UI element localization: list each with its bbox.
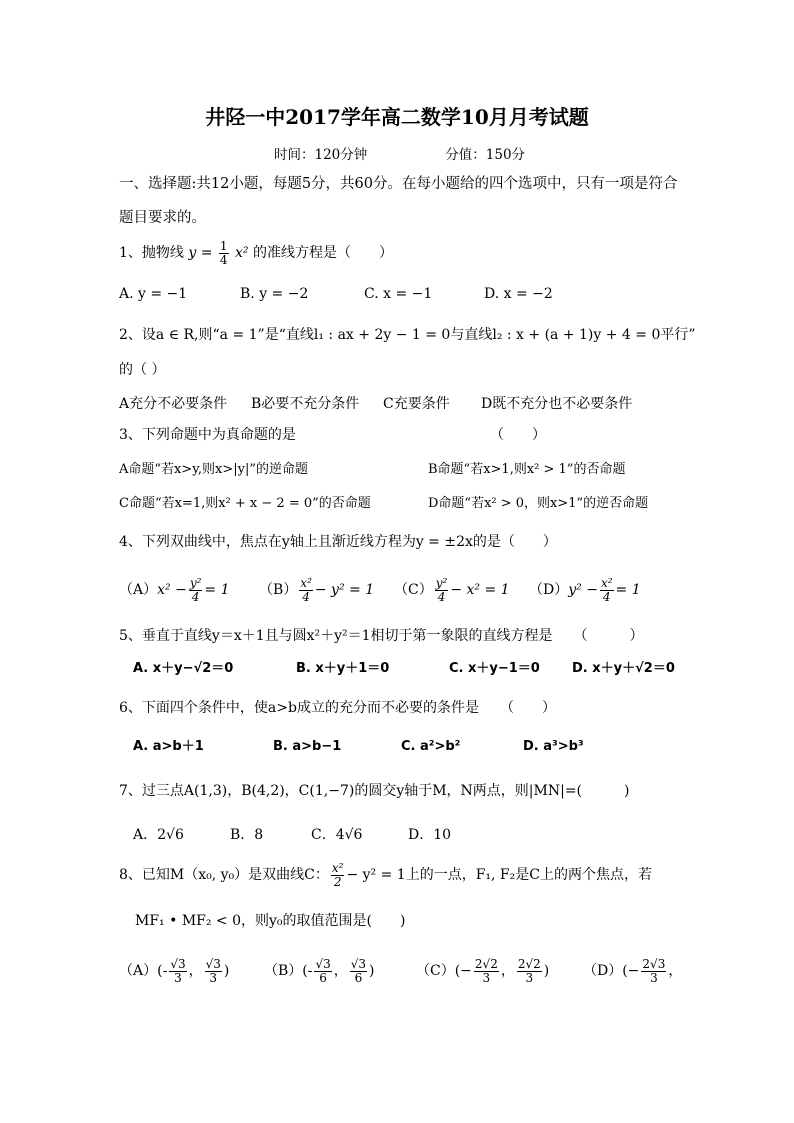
q4-label-a: （A） (119, 582, 158, 599)
question-1 (119, 240, 393, 266)
q8-b-num2: √3 (350, 957, 367, 971)
q4-label-c: （C） (394, 582, 433, 599)
q8-d-label: （D）(− (583, 963, 640, 980)
q7-options (133, 827, 451, 844)
q1-eq-rhs: x² (235, 245, 249, 262)
q3-option-b: B命题“若x>1,则x² > 1”的否命题 (428, 462, 626, 477)
q5-option-c: C. x＋y−1＝0 (449, 661, 540, 676)
exam-score: 分值：150分 (445, 147, 526, 163)
q2-option-a: A充分不必要条件 (119, 396, 228, 412)
q8-c-num1: 2√2 (474, 957, 498, 971)
q8-c-den2: 3 (525, 970, 534, 985)
q8-b-num1: √3 (315, 957, 331, 971)
q8-b-den2: 6 (354, 970, 363, 985)
q1-options (119, 286, 553, 303)
q5-option-a: A. x＋y−√2＝0 (133, 661, 234, 676)
q4-a-frac (189, 577, 203, 603)
q8-a-den2: 3 (209, 970, 218, 985)
q1-frac-num: 1 (219, 239, 228, 253)
q4-d-frac (600, 577, 614, 603)
exam-time: 时间：120分钟 (274, 147, 368, 163)
q4-options (119, 577, 641, 603)
q3-option-a: A命题“若x>y,则x>|y|”的逆命题 (119, 462, 308, 477)
q8-a-num1: √3 (170, 957, 186, 971)
q1-stem-tail: 的准线方程是（ ） (252, 245, 393, 262)
q8-stem-line1 (119, 862, 652, 888)
q4-d-num: x² (600, 576, 613, 590)
q5-option-b: B. x＋y＋1＝0 (296, 661, 390, 676)
q8-den: 2 (333, 874, 342, 889)
q8-option-c (416, 958, 583, 984)
q8-option-d (583, 958, 682, 984)
q4-b-den: 4 (302, 589, 310, 604)
q8-a-frac1 (169, 958, 186, 984)
q8-c-close: ) (543, 963, 550, 980)
q4-d-den: 4 (602, 589, 611, 604)
q8-d-sep: ， (668, 963, 683, 980)
q8-b-frac2 (350, 958, 367, 984)
q1-eq-lhs: y = (188, 245, 213, 262)
q4-a-pre: x² − (157, 582, 187, 599)
q3-stem: 3、下列命题中为真命题的是 (119, 427, 296, 443)
exam-meta (274, 147, 525, 163)
q8-a-num2: √3 (205, 957, 221, 971)
q3-answer-paren: （ ） (490, 427, 546, 443)
q8-a-den1: 3 (174, 970, 182, 985)
q8-d-frac1 (641, 958, 666, 984)
q4-b-frac (299, 577, 313, 603)
q8-c-den1: 3 (482, 970, 491, 985)
q1-option-c: C. x = −1 (364, 286, 433, 302)
q7-stem: 7、过三点A(1,3)，B(4,2)，C(1,−7)的圆交y轴于M，N两点，则|MN|=( ) (119, 783, 630, 799)
q8-c-label: （C）(− (416, 963, 472, 980)
q8-post: − y² = 1上的一点，F₁, F₂是C上的两个焦点，若 (346, 867, 652, 884)
q7-option-c: C．4√6 (311, 827, 363, 843)
q6-stem: 6、下面四个条件中，使a>b成立的充分而不必要的条件是 （ ） (119, 700, 556, 716)
q6-options (133, 739, 584, 755)
q5-option-d: D. x＋y＋√2＝0 (572, 661, 675, 676)
q8-b-sep: ， (333, 963, 348, 980)
q2-options (119, 396, 632, 413)
q4-a-den: 4 (191, 589, 200, 604)
q7-option-d: D．10 (408, 827, 452, 843)
q4-option-c (394, 577, 529, 603)
q8-pre: 8、已知M（x₀, y₀）是双曲线C： (119, 867, 329, 884)
q3-option-d: D命题“若x² > 0，则x>1”的逆否命题 (428, 496, 649, 511)
q2-option-b: B必要不充分条件 (251, 396, 360, 412)
q4-label-d: （D） (529, 582, 569, 599)
q1-fraction (219, 240, 229, 266)
q8-c-frac2 (517, 958, 542, 984)
q8-b-frac1 (314, 958, 331, 984)
q8-stem-line2: MF₁ • MF₂ < 0，则y₀的取值范围是( ) (135, 913, 406, 929)
q1-option-b: B. y = −2 (240, 286, 309, 302)
q4-c-den: 4 (437, 589, 446, 604)
q4-label-b: （B） (259, 582, 298, 599)
page-title: 井陉一中2017学年高二数学10月月考试题 (205, 105, 589, 129)
q6-option-d: D. a³>b³ (523, 739, 584, 754)
q8-a-close: ) (223, 963, 230, 980)
q8-options (119, 958, 682, 984)
q1-stem: 1、抛物线 (119, 245, 184, 262)
section-instructions-line1: 一、选择题:共12小题，每题5分，共60分。在每小题给的四个选项中，只有一项是符合 (119, 176, 678, 192)
q8-option-b (264, 958, 416, 984)
q8-a-label: （A）(- (119, 963, 168, 980)
q8-b-close: ) (369, 963, 375, 980)
q5-options (133, 661, 675, 677)
q8-c-num2: 2√2 (517, 957, 541, 971)
q6-option-b: B. a>b−1 (273, 739, 342, 754)
q4-d-post: = 1 (615, 582, 641, 599)
q8-d-num1: 2√3 (642, 957, 666, 971)
q4-option-d (529, 577, 641, 603)
q4-c-frac (435, 577, 449, 603)
q8-c-frac1 (474, 958, 499, 984)
q4-b-post: − y² = 1 (314, 582, 375, 599)
q7-option-a: A．2√6 (133, 827, 184, 843)
q8-b-label: （B）(- (264, 963, 313, 980)
q4-b-num: x² (300, 576, 312, 590)
q8-c-sep: ， (500, 963, 515, 980)
q7-option-b: B．8 (230, 827, 264, 843)
q1-option-a: A. y = −1 (119, 286, 188, 302)
q5-stem: 5、垂直于直线y＝x＋1且与圆x²＋y²＝1相切于第一象限的直线方程是 （ ） (119, 628, 644, 644)
q4-c-post: − x² = 1 (450, 582, 510, 599)
q4-c-num: y² (435, 576, 448, 590)
q4-option-a (119, 577, 259, 603)
q2-stem-line2: 的（ ） (119, 362, 166, 378)
q4-option-b (259, 577, 394, 603)
q8-frac (331, 862, 345, 888)
q4-d-pre: y² − (568, 582, 598, 599)
q6-option-c: C. a²>b² (401, 739, 461, 754)
q8-a-sep: ， (188, 963, 203, 980)
q8-b-den1: 6 (319, 970, 327, 985)
q3-option-c: C命题“若x=1,则x² + x − 2 = 0”的否命题 (119, 496, 371, 511)
q8-option-a (119, 958, 264, 984)
q8-d-den1: 3 (650, 970, 658, 985)
q8-a-frac2 (205, 958, 222, 984)
q2-stem-line1: 2、设a ∈ R,则“a = 1”是“直线l₁ : ax + 2y − 1 = 0与直线l₂ : x + (a + 1)y + 4 = 0平行” (119, 327, 696, 343)
q1-option-d: D. x = −2 (484, 286, 553, 302)
q4-a-num: y² (189, 576, 202, 590)
q1-frac-den: 4 (219, 252, 228, 267)
q6-option-a: A. a>b＋1 (133, 739, 204, 754)
section-instructions-line2: 题目要求的。 (119, 210, 206, 226)
q4-stem: 4、下列双曲线中，焦点在y轴上且渐近线方程为y = ±2x的是（ ） (119, 534, 557, 550)
q4-a-post: = 1 (204, 582, 230, 599)
q8-num: x² (331, 861, 344, 875)
q2-option-c: C充要条件 (383, 396, 450, 412)
q2-option-d: D既不充分也不必要条件 (481, 396, 633, 412)
